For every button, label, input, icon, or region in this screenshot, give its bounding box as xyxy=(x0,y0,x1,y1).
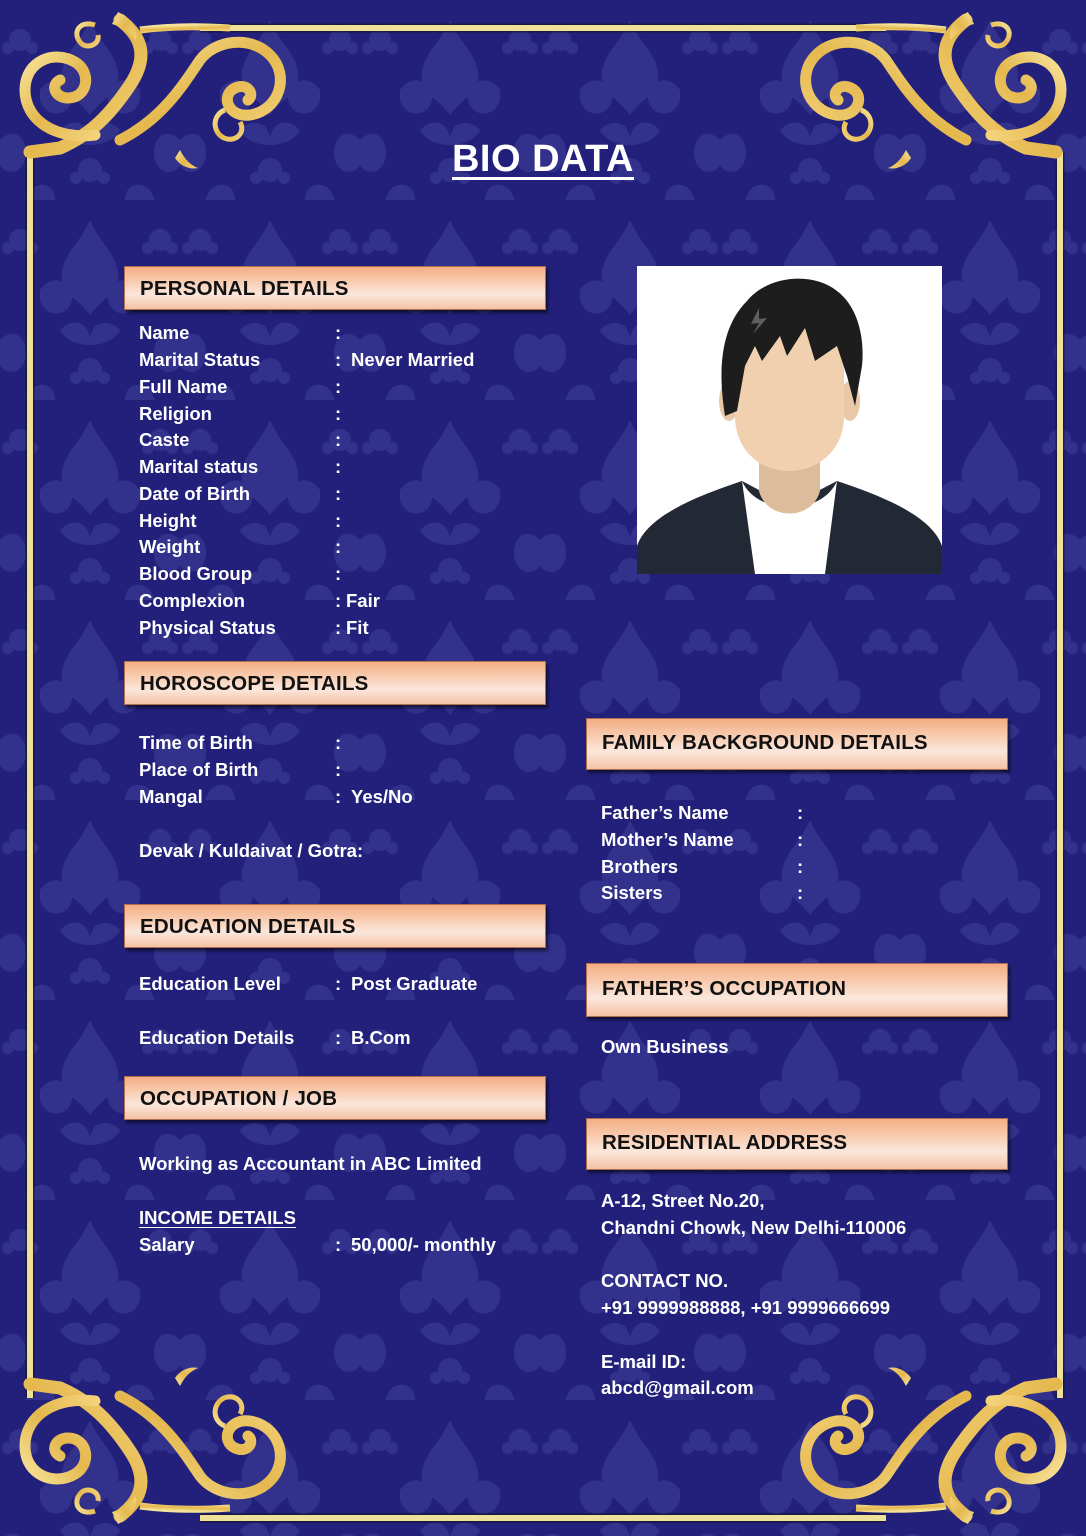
income-details-heading: INCOME DETAILS xyxy=(139,1207,296,1228)
profile-photo xyxy=(637,266,942,574)
personal-details-heading: PERSONAL DETAILS xyxy=(124,266,546,310)
email-value: abcd@gmail.com xyxy=(601,1377,754,1398)
residential-address-heading: RESIDENTIAL ADDRESS xyxy=(586,1118,1008,1170)
address-line-2: Chandni Chowk, New Delhi-110006 xyxy=(601,1217,907,1238)
contact-label: CONTACT NO. xyxy=(601,1270,729,1291)
address-line-1: A-12, Street No.20, xyxy=(601,1190,765,1211)
page-title: BIO DATA xyxy=(451,138,634,180)
fathers-occupation-heading: FATHER’S OCCUPATION xyxy=(586,963,1008,1017)
occupation-heading: OCCUPATION / JOB xyxy=(124,1076,546,1120)
education-details-heading: EDUCATION DETAILS xyxy=(124,904,546,948)
horoscope-details-heading: HOROSCOPE DETAILS xyxy=(124,661,546,705)
person-avatar-icon xyxy=(637,266,942,574)
email-label: E-mail ID: xyxy=(601,1351,687,1372)
fathers-occupation-value: Own Business xyxy=(601,1036,729,1057)
family-background-heading: FAMILY BACKGROUND DETAILS xyxy=(586,718,1008,770)
horoscope-gotra-label: Devak / Kuldaivat / Gotra: xyxy=(139,840,364,861)
occupation-description: Working as Accountant in ABC Limited xyxy=(139,1153,482,1174)
contact-value: +91 9999988888, +91 9999666699 xyxy=(601,1297,891,1318)
biodata-page: BIO DATA PERSONAL DETAILS Name : Marital Status : Never Married Full Name : Religion : Caste : Marital status : Date of Birth : Height : Weight : Blood Group : Complexion : Fair Physical Status : Fit HOROSCOPE DETAILS Time of Birth : Place of Birth : Mangal : Yes/No Devak / Kuldaivat / Gotra: EDUCATION DETAILS Education Level : Post Graduate Education Details : B.Com OCCUPATION / JOB Working as Accountant in ABC Limited INCOME DETAILS Salary : 50,000/- monthly FAMILY BACKGROUND DETAILS Father’s Name : Mother’s Name : Brothers : Sisters : FATHER’S OCCUPATION Own Business RESIDENTIAL ADDRESS A-12, Street No.20, Chandni Chowk, New Delhi-110006 CONTACT NO. +91 9999988888, +91 9999666699 E-mail ID: abcd@gmail.com xyxy=(0,0,1086,1536)
